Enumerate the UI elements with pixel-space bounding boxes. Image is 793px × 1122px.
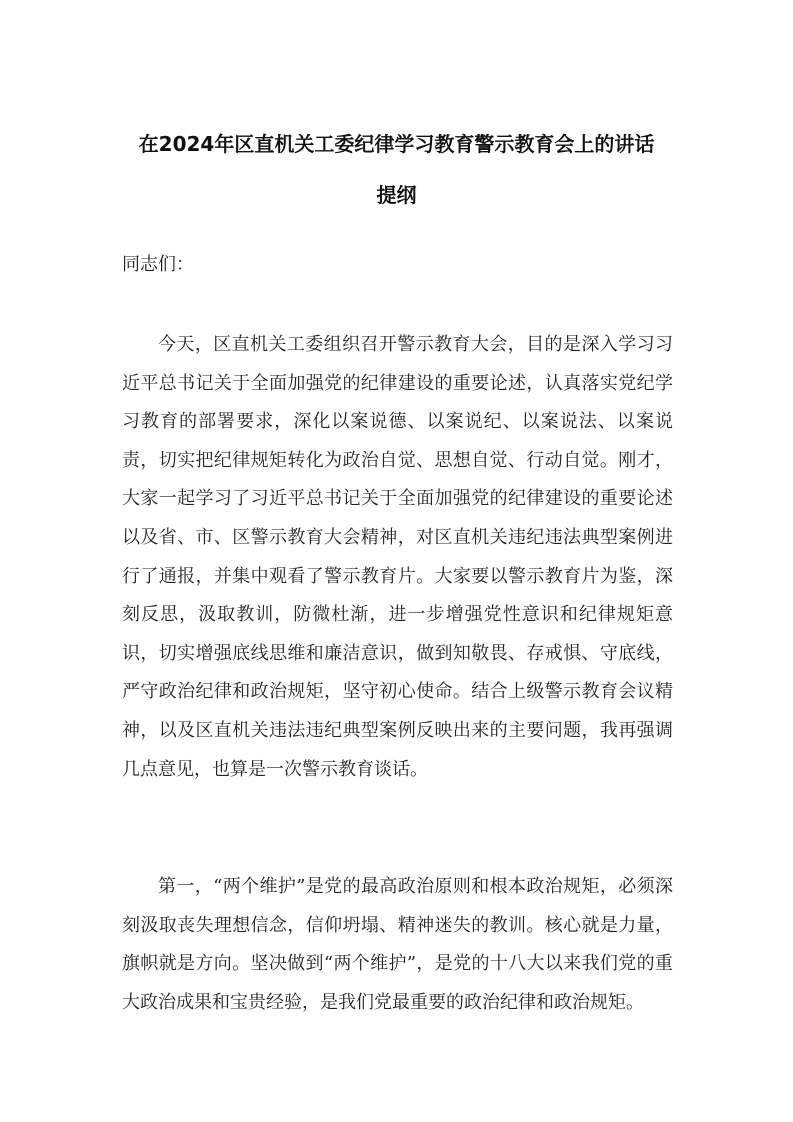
- document-title-line-2: 提纲: [376, 183, 417, 207]
- body-paragraph-1: 今天，区直机关工委组织召开警示教育大会，目的是深入学习习近平总书记关于全面加强党的纪律建设的重要论述，认真落实党纪学习教育的部署要求，深化以案说德、以案说纪、以案说法、以案说责，切实把纪律规矩转化为政治自觉、思想自觉、行动自觉。刚才，大家一起学习了习近平总书记关于全面加强党的纪律建设的重要论述以及省、市、区警示教育大会精神，对区直机关违纪违法典型案例进行了通报，并集中观看了警示教育片。大家要以警示教育片为鉴，深刻反思，汲取教训，防微杜渐，进一步增强党性意识和纪律规矩意识，切实增强底线思维和廉洁意识，做到知敬畏、存戒惧、守底线，严守政治纪律和政治规矩，坚守初心使命。结合上级警示教育会议精神，以及区直机关违法违纪典型案例反映出来的主要问题，我再强调几点意见，也算是一次警示教育谈话。: [122, 334, 673, 780]
- body-paragraph-2: 第一，“两个维护”是党的最高政治原则和根本政治规矩，必须深刻汲取丧失理想信念，信仰坍塌、精神迷失的教训。核心就是力量，旗帜就是方向。坚决做到“两个维护”，是党的十八大以来我们党的重大政治成果和宝贵经验，是我们党最重要的政治纪律和政治规矩。: [122, 876, 673, 1013]
- document-title-line-1: 在2024年区直机关工委纪律学习教育警示教育会上的讲话: [138, 132, 655, 156]
- salutation: 同志们：: [122, 254, 194, 275]
